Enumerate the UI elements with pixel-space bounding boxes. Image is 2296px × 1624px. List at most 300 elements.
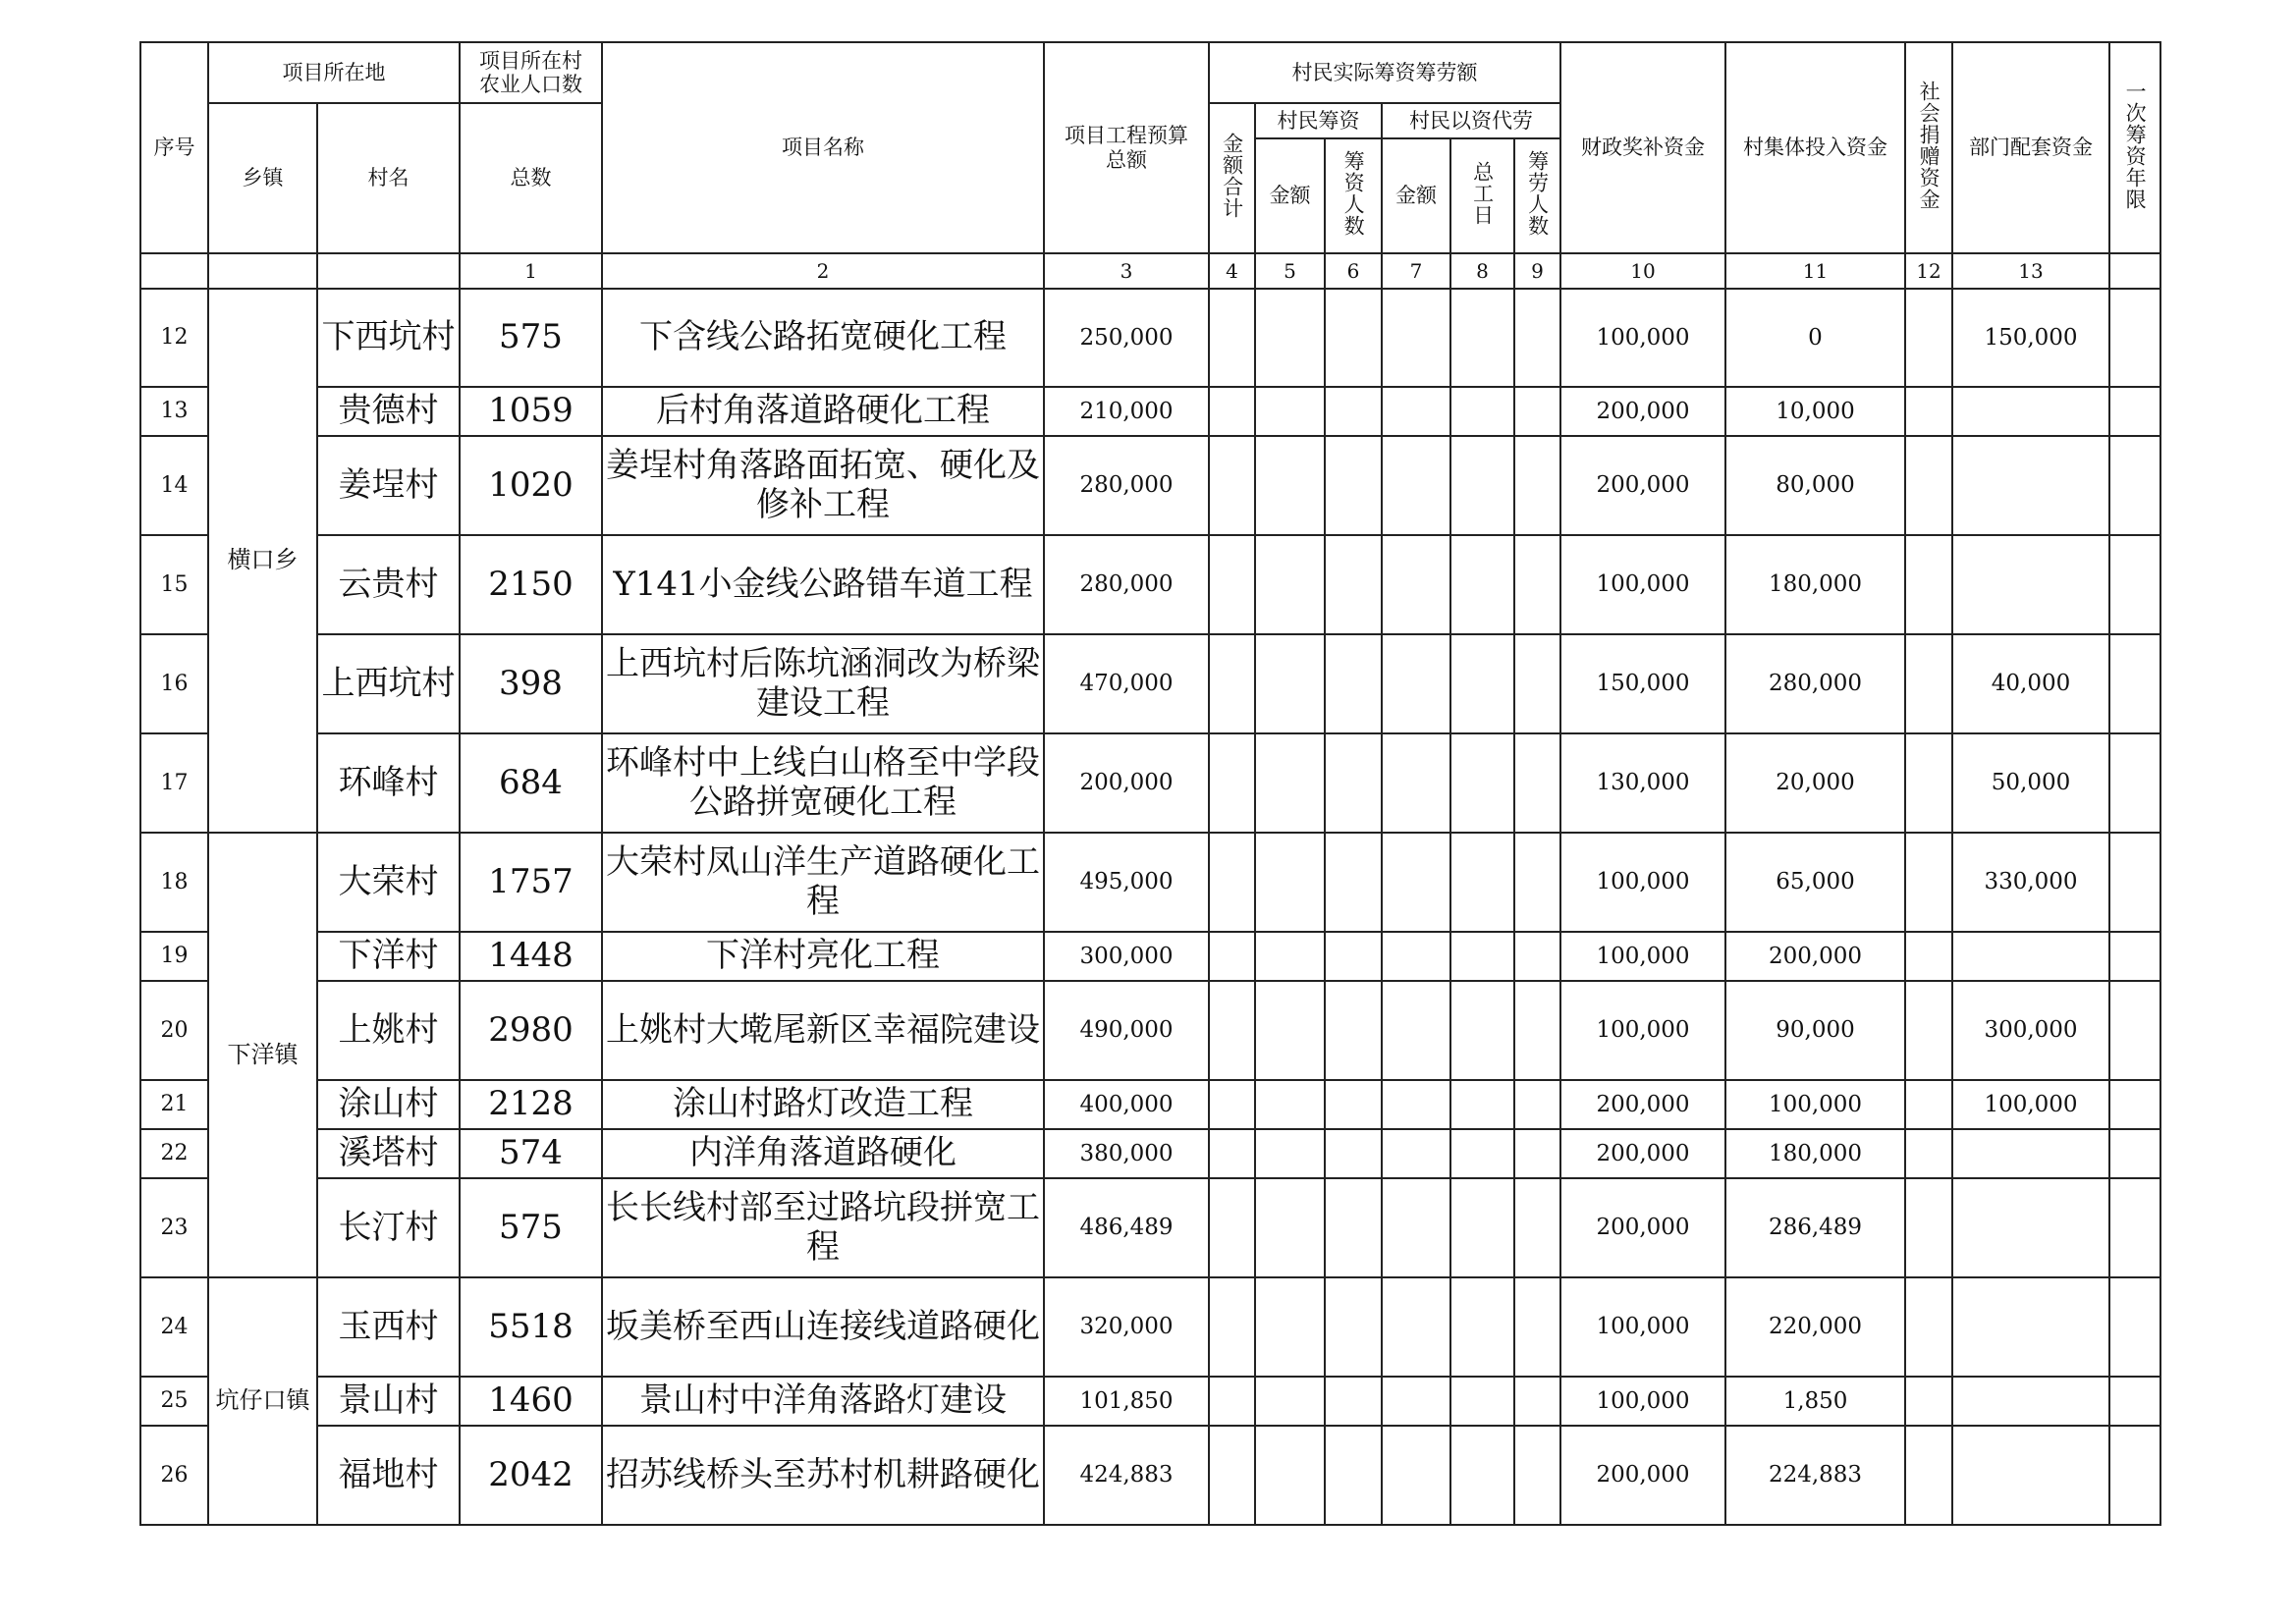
villager-raise-cell: [1382, 1277, 1450, 1377]
budget-cell: 280,000: [1044, 535, 1209, 634]
colnum-10: 10: [1560, 253, 1725, 289]
fiscal-cell: 100,000: [1560, 289, 1725, 387]
years-cell: [2109, 981, 2160, 1080]
header-population: [460, 42, 602, 103]
village-cell: 下西坑村: [317, 289, 460, 387]
donation-cell: [1905, 1277, 1952, 1377]
villager-raise-cell: [1209, 436, 1255, 535]
seq-cell: 20: [140, 981, 208, 1080]
seq-cell: 22: [140, 1129, 208, 1178]
colnum-12: 12: [1905, 253, 1952, 289]
villager-raise-cell: [1209, 634, 1255, 733]
villager-raise-cell: [1450, 932, 1514, 981]
donation-cell: [1905, 1178, 1952, 1277]
table-row: [140, 833, 2160, 932]
fiscal-cell: 200,000: [1560, 387, 1725, 436]
header-project-name: 项目名称: [602, 42, 1044, 253]
dept-cell: 100,000: [1952, 1080, 2109, 1129]
village-cell: 姜埕村: [317, 436, 460, 535]
villager-raise-cell: [1325, 1178, 1382, 1277]
fiscal-cell: 100,000: [1560, 535, 1725, 634]
village-cell: 上姚村: [317, 981, 460, 1080]
collective-cell: 100,000: [1725, 1080, 1905, 1129]
population-cell: 575: [460, 289, 602, 387]
collective-cell: 286,489: [1725, 1178, 1905, 1277]
population-cell: 398: [460, 634, 602, 733]
villager-raise-cell: [1514, 436, 1560, 535]
donation-cell: [1905, 833, 1952, 932]
fiscal-cell: 200,000: [1560, 1129, 1725, 1178]
population-cell: 2042: [460, 1426, 602, 1525]
villager-raise-cell: [1325, 1129, 1382, 1178]
population-cell: 1059: [460, 387, 602, 436]
collective-cell: 220,000: [1725, 1277, 1905, 1377]
donation-cell: [1905, 1129, 1952, 1178]
population-cell: 574: [460, 1129, 602, 1178]
villager-raise-cell: [1209, 1277, 1255, 1377]
villager-raise-cell: [1209, 1080, 1255, 1129]
population-cell: 2980: [460, 981, 602, 1080]
header-amount: 金额: [1255, 138, 1325, 253]
villager-raise-cell: [1514, 981, 1560, 1080]
header-town: 乡镇: [208, 103, 317, 253]
dept-cell: [1952, 1178, 2109, 1277]
colnum-blank: [2109, 253, 2160, 289]
villager-raise-cell: [1514, 833, 1560, 932]
seq-cell: 12: [140, 289, 208, 387]
seq-cell: 19: [140, 932, 208, 981]
villager-raise-cell: [1382, 289, 1450, 387]
villager-raise-cell: [1450, 1080, 1514, 1129]
budget-cell: 400,000: [1044, 1080, 1209, 1129]
seq-cell: 14: [140, 436, 208, 535]
villager-raise-cell: [1514, 1277, 1560, 1377]
village-cell: 环峰村: [317, 733, 460, 833]
project-name-cell: 涂山村路灯改造工程: [602, 1080, 1044, 1129]
population-cell: 2128: [460, 1080, 602, 1129]
fiscal-cell: 100,000: [1560, 833, 1725, 932]
village-cell: 福地村: [317, 1426, 460, 1525]
header-villager-raise: 村民实际筹资筹劳额: [1209, 42, 1560, 103]
fiscal-cell: 100,000: [1560, 981, 1725, 1080]
donation-cell: [1905, 981, 1952, 1080]
collective-cell: 180,000: [1725, 535, 1905, 634]
fiscal-cell: 150,000: [1560, 634, 1725, 733]
budget-cell: 280,000: [1044, 436, 1209, 535]
project-name-cell: 大荣村凤山洋生产道路硬化工程: [602, 833, 1044, 932]
table-row: [140, 1080, 2160, 1129]
colnum-1: 1: [460, 253, 602, 289]
budget-cell: 210,000: [1044, 387, 1209, 436]
villager-raise-cell: [1450, 981, 1514, 1080]
budget-cell: 470,000: [1044, 634, 1209, 733]
population-cell: 684: [460, 733, 602, 833]
villager-raise-cell: [1209, 387, 1255, 436]
table-row: [140, 1426, 2160, 1525]
population-cell: 1757: [460, 833, 602, 932]
villager-raise-cell: [1450, 833, 1514, 932]
villager-raise-cell: [1255, 1377, 1325, 1426]
header-years-text: 一次筹资年限: [2123, 80, 2148, 210]
collective-cell: 80,000: [1725, 436, 1905, 535]
collective-cell: 280,000: [1725, 634, 1905, 733]
fiscal-cell: 200,000: [1560, 1426, 1725, 1525]
donation-cell: [1905, 289, 1952, 387]
villager-raise-cell: [1514, 535, 1560, 634]
village-cell: 下洋村: [317, 932, 460, 981]
villager-raise-cell: [1209, 733, 1255, 833]
villager-raise-cell: [1325, 733, 1382, 833]
villager-raise-cell: [1382, 833, 1450, 932]
villager-raise-cell: [1382, 387, 1450, 436]
project-name-cell: 后村角落道路硬化工程: [602, 387, 1044, 436]
donation-cell: [1905, 436, 1952, 535]
header-dept: 部门配套资金: [1952, 42, 2109, 253]
fiscal-cell: 100,000: [1560, 1277, 1725, 1377]
dept-cell: [1952, 1277, 2109, 1377]
villager-raise-cell: [1325, 436, 1382, 535]
fiscal-cell: 100,000: [1560, 932, 1725, 981]
project-name-cell: 下含线公路拓宽硬化工程: [602, 289, 1044, 387]
collective-cell: 0: [1725, 289, 1905, 387]
villager-raise-cell: [1382, 1178, 1450, 1277]
header-donation-text: 社会捐赠资金: [1917, 80, 1941, 210]
header-workdays: [1450, 138, 1514, 253]
villager-raise-cell: [1255, 289, 1325, 387]
years-cell: [2109, 387, 2160, 436]
header-budget-line1: 项目工程预算: [1065, 124, 1188, 148]
donation-cell: [1905, 634, 1952, 733]
seq-cell: 21: [140, 1080, 208, 1129]
dept-cell: 330,000: [1952, 833, 2109, 932]
header-labor-people-text: 筹劳人数: [1525, 149, 1550, 237]
header-total: 总数: [460, 103, 602, 253]
table-header: [140, 42, 2160, 289]
project-name-cell: Y141小金线公路错车道工程: [602, 535, 1044, 634]
project-name-cell: 上西坑村后陈坑涵洞改为桥梁建设工程: [602, 634, 1044, 733]
header-villager-labor: 村民以资代劳: [1382, 103, 1560, 138]
header-population-line1: 项目所在村: [479, 48, 582, 73]
villager-raise-cell: [1450, 1426, 1514, 1525]
villager-raise-cell: [1255, 1178, 1325, 1277]
villager-raise-cell: [1325, 387, 1382, 436]
villager-raise-cell: [1514, 634, 1560, 733]
colnum-8: 8: [1450, 253, 1514, 289]
project-name-cell: 上姚村大墘尾新区幸福院建设: [602, 981, 1044, 1080]
table-row: [140, 634, 2160, 733]
header-amount-total: [1209, 103, 1255, 253]
years-cell: [2109, 1129, 2160, 1178]
header-budget-line2: 总额: [1106, 147, 1147, 172]
dept-cell: [1952, 1377, 2109, 1426]
header-collective: 村集体投入资金: [1725, 42, 1905, 253]
budget-cell: 495,000: [1044, 833, 1209, 932]
donation-cell: [1905, 387, 1952, 436]
villager-raise-cell: [1514, 289, 1560, 387]
villager-raise-cell: [1325, 981, 1382, 1080]
header-fiscal: 财政奖补资金: [1560, 42, 1725, 253]
table-row: [140, 535, 2160, 634]
header-villager-funds: 村民筹资: [1255, 103, 1382, 138]
colnum-blank: [208, 253, 317, 289]
funding-table: [139, 41, 2161, 1526]
colnum-3: 3: [1044, 253, 1209, 289]
collective-cell: 90,000: [1725, 981, 1905, 1080]
years-cell: [2109, 733, 2160, 833]
donation-cell: [1905, 1080, 1952, 1129]
town-cell: 横口乡: [208, 289, 317, 833]
colnum-11: 11: [1725, 253, 1905, 289]
table-row: [140, 1377, 2160, 1426]
villager-raise-cell: [1255, 932, 1325, 981]
seq-cell: 15: [140, 535, 208, 634]
villager-raise-cell: [1209, 1129, 1255, 1178]
villager-raise-cell: [1514, 1426, 1560, 1525]
donation-cell: [1905, 733, 1952, 833]
table-row: [140, 436, 2160, 535]
dept-cell: [1952, 436, 2109, 535]
villager-raise-cell: [1382, 535, 1450, 634]
project-name-cell: 环峰村中上线白山格至中学段公路拼宽硬化工程: [602, 733, 1044, 833]
population-cell: 1460: [460, 1377, 602, 1426]
project-name-cell: 长长线村部至过路坑段拼宽工程: [602, 1178, 1044, 1277]
villager-raise-cell: [1255, 1277, 1325, 1377]
header-amount2: 金额: [1382, 138, 1450, 253]
village-cell: 景山村: [317, 1377, 460, 1426]
colnum-blank: [140, 253, 208, 289]
villager-raise-cell: [1325, 1426, 1382, 1525]
villager-raise-cell: [1209, 833, 1255, 932]
header-amount-total-text: 金额合计: [1220, 132, 1244, 219]
collective-cell: 200,000: [1725, 932, 1905, 981]
colnum-13: 13: [1952, 253, 2109, 289]
years-cell: [2109, 289, 2160, 387]
budget-cell: 300,000: [1044, 932, 1209, 981]
table-row: [140, 289, 2160, 387]
budget-cell: 486,489: [1044, 1178, 1209, 1277]
villager-raise-cell: [1450, 436, 1514, 535]
table-row: [140, 387, 2160, 436]
header-fund-people: [1325, 138, 1382, 253]
header-village: 村名: [317, 103, 460, 253]
villager-raise-cell: [1209, 1377, 1255, 1426]
villager-raise-cell: [1382, 1377, 1450, 1426]
table-row: [140, 1178, 2160, 1277]
header-seq: 序号: [140, 42, 208, 253]
collective-cell: 20,000: [1725, 733, 1905, 833]
donation-cell: [1905, 1377, 1952, 1426]
collective-cell: 180,000: [1725, 1129, 1905, 1178]
villager-raise-cell: [1514, 1377, 1560, 1426]
villager-raise-cell: [1382, 1129, 1450, 1178]
dept-cell: 40,000: [1952, 634, 2109, 733]
donation-cell: [1905, 932, 1952, 981]
village-cell: 云贵村: [317, 535, 460, 634]
villager-raise-cell: [1450, 733, 1514, 833]
villager-raise-cell: [1382, 1426, 1450, 1525]
budget-cell: 200,000: [1044, 733, 1209, 833]
seq-cell: 25: [140, 1377, 208, 1426]
years-cell: [2109, 1178, 2160, 1277]
fiscal-cell: 100,000: [1560, 1377, 1725, 1426]
table-row: [140, 1129, 2160, 1178]
header-population-line2: 农业人口数: [479, 73, 582, 96]
budget-cell: 250,000: [1044, 289, 1209, 387]
dept-cell: 50,000: [1952, 733, 2109, 833]
dept-cell: [1952, 1426, 2109, 1525]
header-donation: [1905, 42, 1952, 253]
villager-raise-cell: [1325, 1377, 1382, 1426]
collective-cell: 10,000: [1725, 387, 1905, 436]
villager-raise-cell: [1255, 1080, 1325, 1129]
villager-raise-cell: [1514, 733, 1560, 833]
villager-raise-cell: [1450, 1377, 1514, 1426]
dept-cell: [1952, 535, 2109, 634]
villager-raise-cell: [1325, 932, 1382, 981]
villager-raise-cell: [1514, 387, 1560, 436]
villager-raise-cell: [1450, 387, 1514, 436]
villager-raise-cell: [1450, 1178, 1514, 1277]
colnum-blank: [317, 253, 460, 289]
villager-raise-cell: [1209, 1426, 1255, 1525]
colnum-7: 7: [1382, 253, 1450, 289]
budget-cell: 101,850: [1044, 1377, 1209, 1426]
budget-cell: 320,000: [1044, 1277, 1209, 1377]
budget-cell: 424,883: [1044, 1426, 1209, 1525]
table-row: [140, 1277, 2160, 1377]
header-location: 项目所在地: [208, 42, 460, 103]
villager-raise-cell: [1255, 1426, 1325, 1525]
population-cell: 1448: [460, 932, 602, 981]
years-cell: [2109, 1080, 2160, 1129]
header-workdays-text: 总工日: [1470, 160, 1495, 226]
villager-raise-cell: [1514, 932, 1560, 981]
table-body: [140, 289, 2160, 1525]
villager-raise-cell: [1209, 289, 1255, 387]
villager-raise-cell: [1382, 436, 1450, 535]
colnum-2: 2: [602, 253, 1044, 289]
villager-raise-cell: [1382, 1080, 1450, 1129]
seq-cell: 26: [140, 1426, 208, 1525]
fiscal-cell: 200,000: [1560, 436, 1725, 535]
villager-raise-cell: [1514, 1178, 1560, 1277]
population-cell: 5518: [460, 1277, 602, 1377]
villager-raise-cell: [1325, 833, 1382, 932]
years-cell: [2109, 932, 2160, 981]
villager-raise-cell: [1209, 535, 1255, 634]
seq-cell: 17: [140, 733, 208, 833]
villager-raise-cell: [1382, 634, 1450, 733]
header-fund-people-text: 筹资人数: [1341, 149, 1366, 237]
town-cell: 下洋镇: [208, 833, 317, 1277]
town-cell: 坑仔口镇: [208, 1277, 317, 1525]
population-cell: 575: [460, 1178, 602, 1277]
fiscal-cell: 200,000: [1560, 1080, 1725, 1129]
years-cell: [2109, 634, 2160, 733]
dept-cell: [1952, 932, 2109, 981]
project-name-cell: 招苏线桥头至苏村机耕路硬化: [602, 1426, 1044, 1525]
budget-cell: 490,000: [1044, 981, 1209, 1080]
colnum-5: 5: [1255, 253, 1325, 289]
villager-raise-cell: [1325, 289, 1382, 387]
years-cell: [2109, 833, 2160, 932]
seq-cell: 13: [140, 387, 208, 436]
header-years: [2109, 42, 2160, 253]
fiscal-cell: 130,000: [1560, 733, 1725, 833]
villager-raise-cell: [1514, 1129, 1560, 1178]
years-cell: [2109, 1426, 2160, 1525]
seq-cell: 16: [140, 634, 208, 733]
village-cell: 大荣村: [317, 833, 460, 932]
villager-raise-cell: [1255, 1129, 1325, 1178]
village-cell: 涂山村: [317, 1080, 460, 1129]
villager-raise-cell: [1209, 981, 1255, 1080]
colnum-6: 6: [1325, 253, 1382, 289]
dept-cell: [1952, 1129, 2109, 1178]
dept-cell: 300,000: [1952, 981, 2109, 1080]
villager-raise-cell: [1325, 1080, 1382, 1129]
population-cell: 2150: [460, 535, 602, 634]
village-cell: 溪塔村: [317, 1129, 460, 1178]
dept-cell: [1952, 387, 2109, 436]
villager-raise-cell: [1450, 535, 1514, 634]
project-name-cell: 姜埕村角落路面拓宽、硬化及修补工程: [602, 436, 1044, 535]
village-cell: 玉西村: [317, 1277, 460, 1377]
villager-raise-cell: [1209, 1178, 1255, 1277]
population-cell: 1020: [460, 436, 602, 535]
collective-cell: 65,000: [1725, 833, 1905, 932]
project-name-cell: 坂美桥至西山连接线道路硬化: [602, 1277, 1044, 1377]
table-row: [140, 932, 2160, 981]
donation-cell: [1905, 1426, 1952, 1525]
table-row: [140, 981, 2160, 1080]
fiscal-cell: 200,000: [1560, 1178, 1725, 1277]
villager-raise-cell: [1255, 733, 1325, 833]
years-cell: [2109, 535, 2160, 634]
village-cell: 上西坑村: [317, 634, 460, 733]
years-cell: [2109, 1377, 2160, 1426]
project-name-cell: 景山村中洋角落路灯建设: [602, 1377, 1044, 1426]
villager-raise-cell: [1255, 535, 1325, 634]
collective-cell: 224,883: [1725, 1426, 1905, 1525]
seq-cell: 24: [140, 1277, 208, 1377]
villager-raise-cell: [1450, 634, 1514, 733]
header-budget: [1044, 42, 1209, 253]
villager-raise-cell: [1450, 1129, 1514, 1178]
seq-cell: 23: [140, 1178, 208, 1277]
villager-raise-cell: [1325, 634, 1382, 733]
villager-raise-cell: [1255, 981, 1325, 1080]
villager-raise-cell: [1255, 387, 1325, 436]
villager-raise-cell: [1450, 1277, 1514, 1377]
collective-cell: 1,850: [1725, 1377, 1905, 1426]
villager-raise-cell: [1382, 981, 1450, 1080]
villager-raise-cell: [1325, 535, 1382, 634]
table-row: [140, 733, 2160, 833]
header-labor-people: [1514, 138, 1560, 253]
project-name-cell: 下洋村亮化工程: [602, 932, 1044, 981]
villager-raise-cell: [1255, 436, 1325, 535]
dept-cell: 150,000: [1952, 289, 2109, 387]
villager-raise-cell: [1382, 733, 1450, 833]
budget-cell: 380,000: [1044, 1129, 1209, 1178]
donation-cell: [1905, 535, 1952, 634]
villager-raise-cell: [1255, 634, 1325, 733]
villager-raise-cell: [1209, 932, 1255, 981]
village-cell: 贵德村: [317, 387, 460, 436]
colnum-4: 4: [1209, 253, 1255, 289]
seq-cell: 18: [140, 833, 208, 932]
